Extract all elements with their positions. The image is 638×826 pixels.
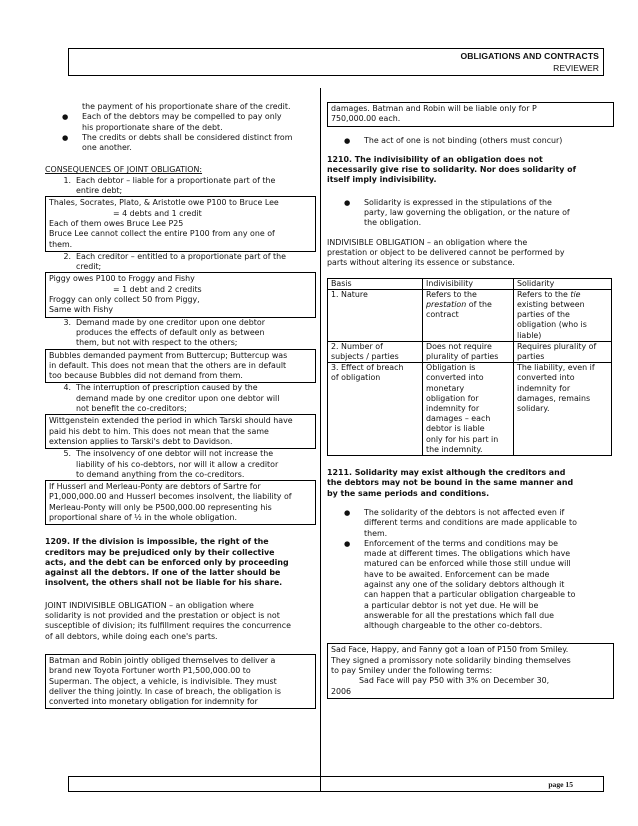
- bullet-line: answerable for all the prestations which fall due: [364, 610, 555, 620]
- table-header-row: [328, 278, 612, 289]
- table-header-cell: Basis: [328, 278, 423, 289]
- table-row: [328, 363, 612, 456]
- item-line: Demand made by one creditor upon one debtor: [76, 317, 265, 327]
- item-text: [76, 449, 316, 480]
- bullet-line: have to be awaited. Enforcement can be made: [364, 569, 550, 579]
- table-row: [328, 341, 612, 362]
- example-box-6: [45, 654, 316, 709]
- cell-line: damages – each: [426, 414, 491, 424]
- bullet-line: different terms and conditions are made applicable to: [364, 518, 577, 528]
- item-line: credit;: [76, 262, 102, 272]
- example-line: Superman. The object, a vehicle, is indivisible. They must: [49, 676, 277, 686]
- example-line: = 1 debt and 2 credits: [113, 284, 202, 294]
- article-1211: 1211. Solidarity may exist although the creditors and: [327, 468, 566, 478]
- consequence-5: [45, 449, 316, 480]
- example-line: deliver the thing jointly. In case of breach, the obligation is: [49, 686, 282, 696]
- bullet-line: can happen that a particular obligation chargeable to: [364, 590, 576, 600]
- example-line: Each of them owes Bruce Lee P25: [49, 218, 184, 228]
- cell-line: indemnity for: [517, 383, 571, 393]
- example-line: converted into monetary obligation for indemnity for: [49, 697, 258, 707]
- consequence-2: [45, 252, 316, 273]
- item-number: 2.: [63, 251, 71, 261]
- bullet-line: ● The act of one is not binding (others must concur): [327, 136, 614, 146]
- item-line: to demand anything from the co-creditors.: [76, 469, 245, 479]
- page-footer: [68, 776, 604, 792]
- bullet-line: party, law governing the obligation, or the nature of: [364, 208, 570, 218]
- spacer: [327, 269, 614, 278]
- cell-line: plurality of parties: [426, 351, 499, 361]
- cell-line: The liability, even if: [517, 363, 595, 373]
- cell-line: 1. Nature: [331, 289, 368, 299]
- right-column: [327, 102, 614, 699]
- spacer: [45, 642, 316, 654]
- cell-line: indemnity for: [426, 404, 480, 413]
- example-line: Sad Face, Happy, and Fanny got a loan of P150 from Smiley.: [331, 645, 569, 655]
- example-box-3: [45, 349, 316, 384]
- cell-line: Obligation is: [426, 363, 476, 373]
- bullet-continuation: one another.: [82, 143, 132, 153]
- item-text: [76, 252, 316, 273]
- example-line: If Husserl and Merleau-Ponty are debtors of Sartre for: [49, 482, 261, 492]
- example-line: Bubbles demanded payment from Buttercup; Buttercup was: [49, 350, 288, 360]
- article-1209: insolvent, the others shall not be liable for his share.: [45, 578, 283, 588]
- item-text: [76, 318, 316, 349]
- cell-line: solidary.: [517, 404, 550, 413]
- indivisible-definition: INDIVISIBLE OBLIGATION – an obligation where the: [327, 237, 528, 247]
- cell-line: Refers to the: [426, 289, 477, 299]
- article-1209: acts, and the debt can be enforced only by proceeding: [45, 557, 289, 567]
- example-line: Same with Fishy: [49, 305, 114, 315]
- example-box-2: [45, 272, 316, 317]
- example-line: Merleau-Ponty will only be P500,000.00 representing his: [49, 502, 272, 512]
- cell-line: existing between: [517, 299, 585, 309]
- article-1211: by the same periods and conditions.: [327, 488, 490, 498]
- table-cell: [423, 341, 514, 362]
- item-line: demand made by one creditor upon one debtor will: [76, 393, 280, 403]
- item-line: them, but not with respect to the others;: [76, 338, 238, 348]
- example-line: to pay Smiley under the following terms:: [331, 666, 493, 676]
- bullet-continuation: the payment of his proportionate share of the credit.: [82, 102, 291, 111]
- item-line: Each creditor – entitled to a proportionate part of the: [76, 251, 286, 261]
- bullet-line: matured can be enforced while those still undue will: [364, 559, 571, 569]
- article-1210: itself imply indivisibility.: [327, 175, 437, 185]
- example-line: Batman and Robin jointly obliged themselves to deliver a: [49, 655, 276, 665]
- cell-line: of obligation: [331, 373, 381, 383]
- section-heading: CONSEQUENCES OF JOINT OBLIGATION:: [45, 165, 203, 175]
- example-line: Piggy owes P100 to Froggy and Fishy: [49, 274, 195, 284]
- cell-line: the indemnity.: [426, 444, 483, 454]
- bullet-item: ● Each of the debtors may be compelled to pay only: [45, 112, 316, 122]
- comparison-table: [327, 278, 612, 456]
- spacer: [327, 146, 614, 155]
- column-divider: [320, 88, 321, 791]
- example-box-5: [45, 480, 316, 525]
- article-1211: the debtors may not be bound in the same manner and: [327, 478, 574, 488]
- bullet-enforcement: [327, 539, 614, 632]
- cell-line: Refers to the tie: [517, 289, 581, 299]
- cell-line: 2. Number of: [331, 341, 383, 351]
- spacer: [327, 229, 614, 238]
- bullet-line: the obligation.: [364, 218, 422, 228]
- item-line: not benefit the co-creditors;: [76, 404, 187, 414]
- article-1209: creditors may be prejudiced only by their collective: [45, 547, 275, 557]
- item-line: produces the effects of default only as between: [76, 327, 265, 337]
- cell-line: monetary: [426, 383, 465, 393]
- example-line: Wittgenstein extended the period in which Tarski should have: [49, 416, 293, 426]
- example-line: Sad Face will pay P50 with 3% on December 30,: [359, 676, 550, 686]
- item-number: 1.: [63, 175, 71, 185]
- table-header-cell: Indivisibility: [423, 278, 514, 289]
- header-title: OBLIGATIONS AND CONTRACTS: [460, 51, 599, 61]
- example-line: 750,000.00 each.: [331, 114, 401, 124]
- table-cell: [423, 289, 514, 341]
- page-header: [68, 48, 604, 76]
- joint-indivisible-definition: JOINT INDIVISIBLE OBLIGATION – an obligation where: [45, 600, 254, 610]
- spacer: [327, 186, 614, 198]
- article-1210: necessarily give rise to solidarity. Nor does solidarity of: [327, 165, 577, 175]
- bullet-act-not-binding: [327, 136, 614, 146]
- spacer: [327, 456, 614, 468]
- table-cell: [423, 363, 514, 456]
- table-row: [328, 289, 612, 341]
- cell-line: Does not require: [426, 341, 492, 351]
- example-box-7: [327, 643, 614, 698]
- bullet-solidarity-expressed: [327, 198, 614, 229]
- example-box-1: [45, 196, 316, 251]
- left-column: [45, 102, 316, 709]
- bullet-item: ● The credits or debts shall be considered distinct from: [45, 133, 316, 143]
- example-line: them.: [49, 239, 73, 249]
- cell-line: liable): [517, 330, 542, 340]
- table-cell: [514, 289, 612, 341]
- cell-line: parties: [517, 351, 545, 361]
- bullet-line: against any one of the solidary debtors although it: [364, 579, 565, 589]
- bullet-continuation: his proportionate share of the debt.: [82, 122, 223, 132]
- header-subtitle: REVIEWER: [553, 63, 599, 73]
- item-text: [76, 176, 316, 197]
- bullet-line: ● Enforcement of the terms and conditions may be: [327, 539, 614, 549]
- article-1210: 1210. The indivisibility of an obligation does not: [327, 154, 543, 164]
- example-line: proportional share of ½ in the whole obligation.: [49, 512, 237, 522]
- article-1209: against all the debtors. If one of the latter should be: [45, 568, 281, 578]
- cell-line: debtor is liable: [426, 424, 485, 434]
- example-line: Thales, Socrates, Plato, & Aristotle owe P100 to Bruce Lee: [49, 198, 279, 208]
- article-1209: 1209. If the division is impossible, the right of the: [45, 537, 269, 547]
- item-line: liability of his co-debtors, nor will it allow a creditor: [76, 459, 279, 469]
- item-line: The interruption of prescription caused by the: [76, 383, 258, 393]
- example-line: too because Bubbles did not demand from them.: [49, 371, 243, 381]
- joint-indivisible-definition: solidarity is not provided and the prestation or object is not: [45, 611, 280, 621]
- cell-line: parties of the: [517, 310, 570, 320]
- item-number: 5.: [63, 449, 71, 459]
- cell-line: contract: [426, 310, 459, 320]
- table-cell: [328, 341, 423, 362]
- example-line: 2006: [331, 686, 352, 696]
- table-cell: [328, 289, 423, 341]
- table-cell: [514, 363, 612, 456]
- example-line: damages. Batman and Robin will be liable only for P: [331, 104, 537, 113]
- cell-line: subjects / parties: [331, 351, 399, 361]
- spacer: [45, 525, 316, 537]
- example-line: brand new Toyota Fortuner worth P1,500,000.00 to: [49, 666, 251, 676]
- example-line: paid his debt to him. This does not mean that the same: [49, 426, 269, 436]
- table-header-cell: Solidarity: [514, 278, 612, 289]
- example-line: in default. This does not mean that the others are in default: [49, 360, 287, 370]
- indivisible-definition: parts without altering its essence or substance.: [327, 258, 515, 268]
- consequence-3: [45, 318, 316, 349]
- example-line: They signed a promissory note solidarily binding themselves: [331, 655, 571, 665]
- table-cell: [328, 363, 423, 456]
- table-cell: [514, 341, 612, 362]
- cell-line: Requires plurality of: [517, 341, 597, 351]
- item-line: The insolvency of one debtor will not increase the: [76, 449, 274, 459]
- bullet-solidarity-not-affected: [327, 508, 614, 539]
- example-line: P1,000,000.00 and Husserl becomes insolvent, the liability of: [49, 492, 292, 502]
- spacer: [45, 589, 316, 601]
- example-box-6-continued: [327, 102, 614, 127]
- cell-line: obligation (who is: [517, 320, 587, 330]
- cell-line: converted into: [517, 373, 575, 383]
- cell-line: damages, remains: [517, 393, 591, 403]
- cell-line: prestation of the: [426, 299, 492, 309]
- spacer: [327, 499, 614, 508]
- example-line: Bruce Lee cannot collect the entire P100 from any one of: [49, 229, 275, 239]
- item-text: [76, 383, 316, 414]
- example-line: Froggy can only collect 50 from Piggy,: [49, 295, 200, 305]
- bullet-line: although chargeable to the other co-debtors.: [364, 621, 543, 631]
- joint-indivisible-definition: susceptible of division; its fulfillment requires the concurrence: [45, 621, 291, 631]
- spacer: [327, 127, 614, 136]
- item-number: 4.: [63, 383, 71, 393]
- joint-indivisible-definition: of all debtors, while doing each one's parts.: [45, 631, 218, 641]
- example-line: = 4 debts and 1 credit: [113, 208, 202, 218]
- consequence-1: [45, 176, 316, 197]
- item-number: 3.: [63, 317, 71, 327]
- bullet-line: ● The solidarity of the debtors is not affected even if: [327, 508, 614, 518]
- example-box-4: [45, 414, 316, 449]
- bullet-line: a particular debtor is not yet due. He will be: [364, 600, 539, 610]
- bullet-line: ● Solidarity is expressed in the stipulations of the: [327, 198, 614, 208]
- page-number: page 15: [548, 780, 573, 789]
- spacer: [45, 153, 316, 165]
- bullet-line: made at different times. The obligations which have: [364, 549, 571, 559]
- example-line: extension applies to Tarski's debt to Davidson.: [49, 436, 233, 446]
- cell-line: only for his part in: [426, 434, 499, 444]
- spacer: [327, 631, 614, 643]
- cell-line: 3. Effect of breach: [331, 363, 404, 373]
- consequence-4: [45, 383, 316, 414]
- cell-line: converted into: [426, 373, 484, 383]
- cell-line: obligation for: [426, 393, 479, 403]
- item-line: entire debt;: [76, 186, 123, 196]
- item-line: Each debtor – liable for a proportionate part of the: [76, 175, 276, 185]
- indivisible-definition: prestation or object to be delivered cannot be performed by: [327, 247, 565, 257]
- bullet-line: them.: [364, 528, 388, 538]
